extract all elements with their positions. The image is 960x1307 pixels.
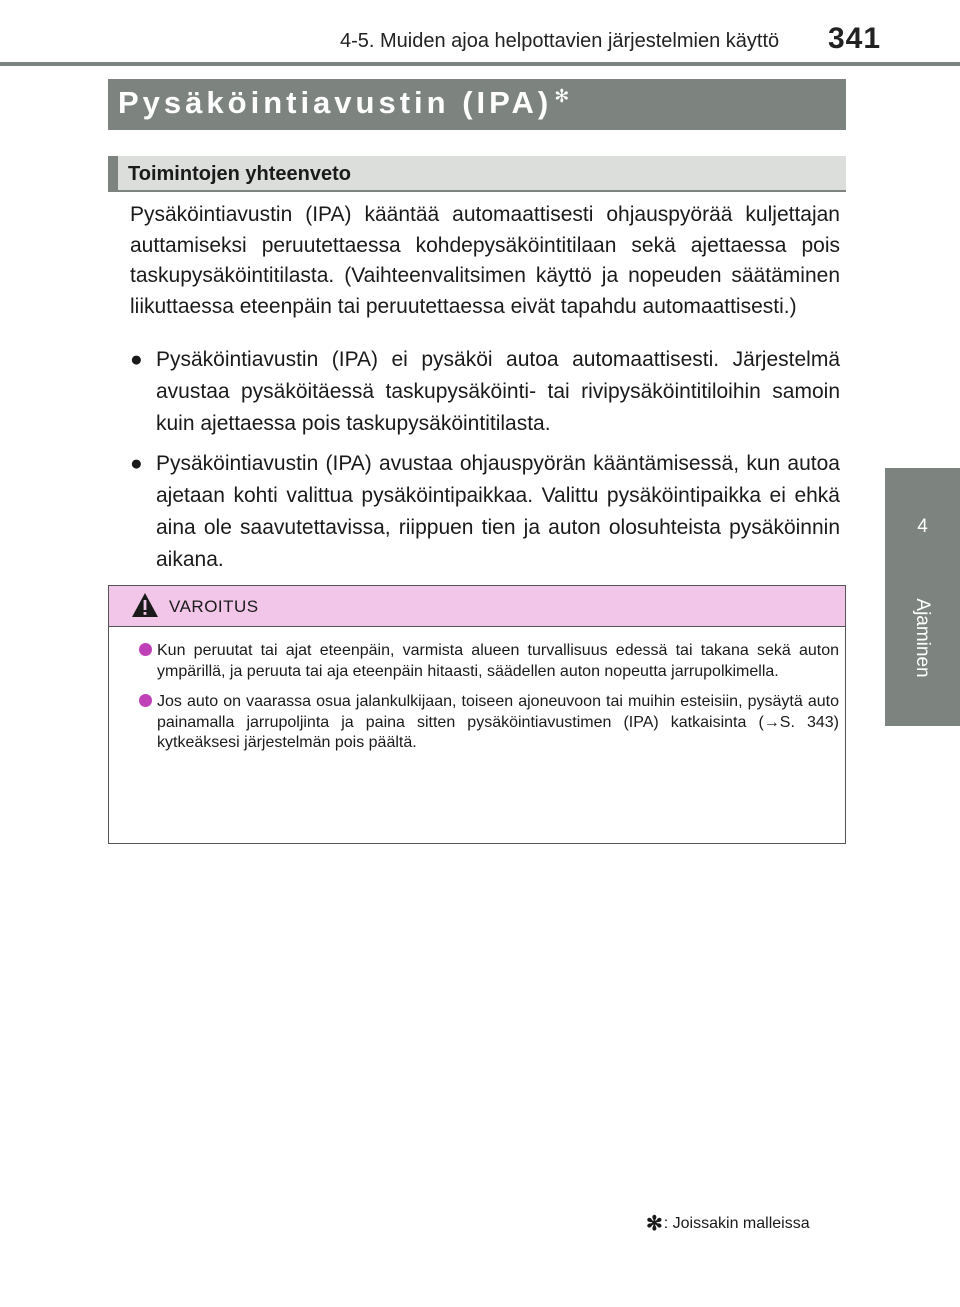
footnote-text: : Joissakin malleissa [663, 1215, 810, 1232]
page-title-bar [108, 79, 846, 130]
warning-item-text: Kun peruutat tai ajat eteenpäin, varmista alueen turvallisuus edessä tai takana sekä auton ympärillä, ja peruuta tai aja eteenpäin hitaasti, säädellen auton nopeutta jarrupolkimella. [157, 642, 839, 680]
warning-triangle-icon [131, 592, 159, 618]
bullet-icon: ● [130, 452, 143, 475]
header-divider [0, 62, 960, 66]
warning-header [109, 586, 845, 627]
bullet-text: Pysäköintiavustin (IPA) avustaa ohjauspyörän kääntämisessä, kun autoa ajetaan kohti valittua pysäköintipaikkaa. Valittu pysäköintipaikka ei ehkä aina ole saavutettavissa, riippuen tien ja auton olosuhteista pysäköinnin aikana. [156, 452, 840, 571]
section-heading-bar [108, 156, 846, 192]
bullet-text: Pysäköintiavustin (IPA) ei pysäköi autoa automaattisesti. Järjestelmä avustaa pysäköitäessä taskupysäköinti- tai rivipysäköintitiloihin samoin kuin ajettaessa pois taskupysäköintitilasta. [156, 348, 840, 435]
warning-item [133, 692, 839, 754]
footnote [646, 1211, 810, 1236]
list-item [130, 344, 840, 440]
bullet-icon [139, 694, 152, 707]
bullet-list [130, 344, 840, 584]
warning-label: VAROITUS [169, 597, 259, 616]
warning-box [108, 585, 846, 844]
page-title [118, 85, 569, 121]
chapter-side-tab [885, 468, 960, 726]
asterisk-icon: ✻ [646, 1213, 663, 1235]
page-title-text: Pysäköintiavustin (IPA) [118, 85, 553, 120]
chapter-header: 4-5. Muiden ajoa helpottavien järjestelmien käyttö [340, 30, 780, 52]
page-number: 341 [828, 22, 882, 55]
section-heading: Toimintojen yhteenveto [128, 163, 351, 185]
intro-paragraph: Pysäköintiavustin (IPA) kääntää automaattisesti ohjauspyörää kuljettajan auttamiseksi peruutettaessa kohdepysäköintitilaan sekä ajettaessa pois taskupysäköintitilasta. (Vaihteenvalitsimen käyttö ja nopeuden säätäminen liikuttaessa eteenpäin tai peruutettaessa eivät tapahdu automaattisesti.) [130, 203, 840, 318]
warning-item-text: Jos auto on vaarassa osua jalankulkijaan, toiseen ajoneuvoon tai muihin esteisiin, pysäytä auto painamalla jarrupoljinta ja paina sitten pysäköintiavustimen (IPA) katkaisinta (→S. 343) kytkeäksesi järjestelmän pois päältä. [157, 693, 839, 751]
asterisk-icon: ✻ [554, 85, 570, 106]
warning-list [133, 641, 839, 764]
list-item [130, 448, 840, 576]
warning-item [133, 641, 839, 682]
side-tab-chapter-number: 4 [917, 516, 928, 537]
bullet-icon: ● [130, 348, 143, 371]
section-accent-bar [108, 156, 118, 190]
bullet-icon [139, 643, 152, 656]
side-tab-chapter-name: Ajaminen [912, 598, 933, 678]
